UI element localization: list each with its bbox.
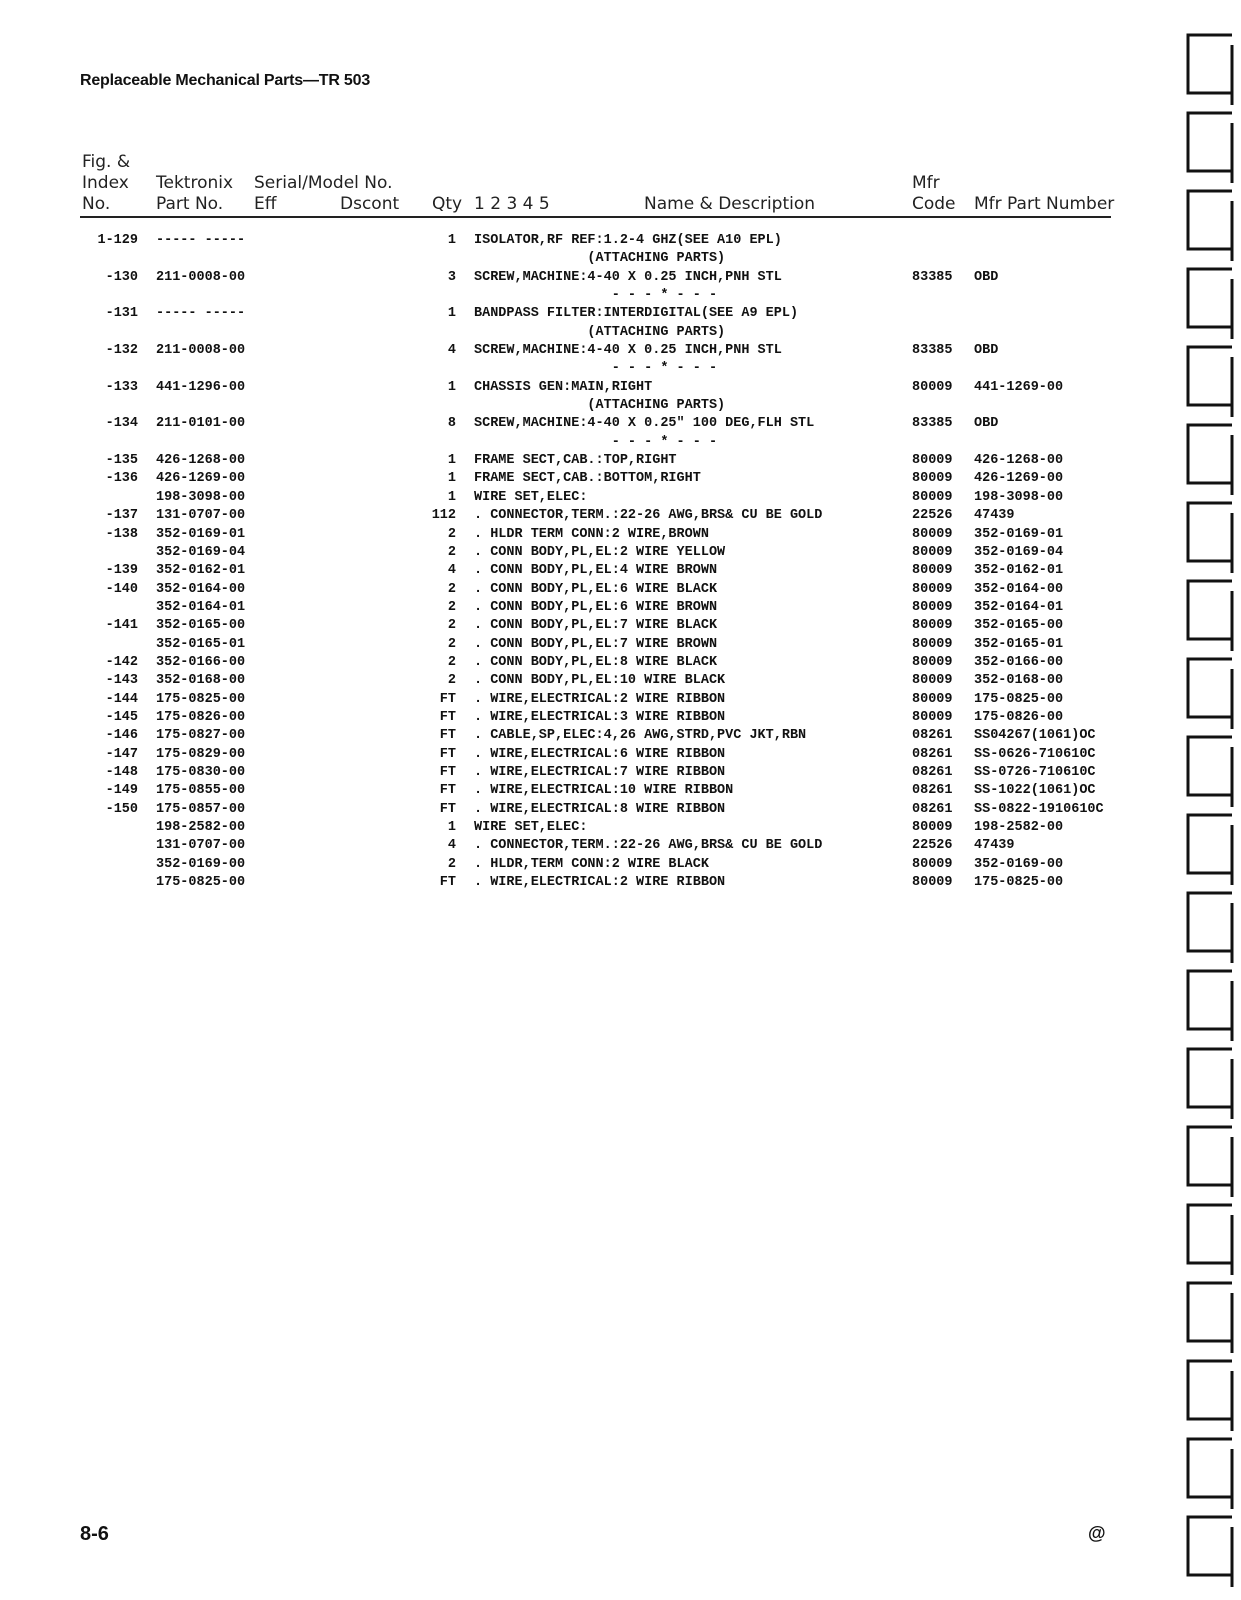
table-row <box>0 507 1241 525</box>
cell-part-number: 352-0168-00 <box>156 673 246 689</box>
cell-qty: 1 <box>447 379 456 395</box>
cell-description: - - - * - - - <box>474 288 718 304</box>
header-qty: Qty <box>432 194 463 214</box>
cell-index: -136 <box>105 471 138 487</box>
cell-description: SCREW,MACHINE:4-40 X 0.25" 100 DEG,FLH STL <box>474 416 815 432</box>
table-row <box>0 636 1241 654</box>
cell-part-number: ----- ----- <box>156 233 246 248</box>
header-eff: Eff <box>254 194 277 214</box>
cell-qty: FT <box>439 801 456 817</box>
binding-tabs-decoration <box>1180 20 1241 1600</box>
table-row <box>0 544 1241 562</box>
cell-mfr-code: 22526 <box>912 838 953 854</box>
cell-description: . WIRE,ELECTRICAL:8 WIRE RIBBON <box>474 801 726 817</box>
binding-tab <box>1188 1283 1232 1341</box>
cell-part-number: 175-0830-00 <box>156 764 246 780</box>
binding-tab <box>1188 971 1232 1029</box>
cell-qty: 3 <box>447 269 456 285</box>
cell-part-number: 211-0008-00 <box>156 343 246 359</box>
cell-part-number: 352-0166-00 <box>156 654 246 670</box>
table-row <box>0 801 1241 819</box>
cell-qty: 1 <box>447 471 456 487</box>
cell-qty: FT <box>439 875 456 891</box>
cell-mfr-part-number: 198-3098-00 <box>974 489 1064 505</box>
cell-mfr-code: 08261 <box>912 728 953 744</box>
cell-mfr-code: 80009 <box>912 709 953 725</box>
cell-mfr-code: 80009 <box>912 673 953 689</box>
cell-mfr-code: 80009 <box>912 563 953 579</box>
cell-qty: 2 <box>447 599 456 615</box>
cell-mfr-part-number: SS-0626-710610C <box>974 746 1096 762</box>
cell-part-number: 175-0825-00 <box>156 875 246 891</box>
table-row <box>0 874 1241 892</box>
cell-mfr-code: 83385 <box>912 269 953 285</box>
cell-part-number: 352-0169-04 <box>156 544 246 560</box>
binding-tab <box>1188 1361 1232 1419</box>
cell-description: . WIRE,ELECTRICAL:6 WIRE RIBBON <box>474 746 726 762</box>
table-row <box>0 324 1241 342</box>
cell-mfr-code: 80009 <box>912 636 953 652</box>
cell-mfr-code: 08261 <box>912 801 953 817</box>
cell-mfr-part-number: 47439 <box>974 838 1015 854</box>
binding-tab <box>1188 1049 1232 1107</box>
cell-qty: 2 <box>447 654 456 670</box>
binding-tab <box>1188 815 1232 873</box>
cell-description: . CONN BODY,PL,EL:7 WIRE BLACK <box>474 618 718 634</box>
table-row <box>0 434 1241 452</box>
cell-mfr-part-number: 352-0169-01 <box>974 526 1064 542</box>
cell-mfr-part-number: 352-0164-01 <box>974 599 1064 615</box>
cell-mfr-code: 80009 <box>912 691 953 707</box>
binding-tab <box>1188 581 1232 639</box>
cell-mfr-part-number: SS04267(1061)OC <box>974 728 1096 744</box>
cell-qty: FT <box>439 746 456 762</box>
cell-mfr-code: 08261 <box>912 783 953 799</box>
cell-qty: 2 <box>447 618 456 634</box>
cell-mfr-code: 80009 <box>912 599 953 615</box>
cell-description: SCREW,MACHINE:4-40 X 0.25 INCH,PNH STL <box>474 269 782 285</box>
cell-part-number: 426-1268-00 <box>156 453 246 469</box>
cell-index: -143 <box>105 673 138 689</box>
cell-part-number: 175-0857-00 <box>156 801 246 817</box>
table-row <box>0 452 1241 470</box>
cell-description: . WIRE,ELECTRICAL:2 WIRE RIBBON <box>474 875 726 891</box>
cell-index: -141 <box>105 618 138 634</box>
cell-mfr-code: 80009 <box>912 618 953 634</box>
table-row <box>0 415 1241 433</box>
cell-description: CHASSIS GEN:MAIN,RIGHT <box>474 379 653 395</box>
cell-part-number: 211-0008-00 <box>156 269 246 285</box>
page-title: Replaceable Mechanical Parts—TR 503 <box>80 72 371 89</box>
table-row <box>0 617 1241 635</box>
cell-index: -132 <box>105 343 138 359</box>
cell-part-number: 426-1269-00 <box>156 471 246 487</box>
binding-tab <box>1188 191 1232 249</box>
cell-mfr-code: 80009 <box>912 820 953 835</box>
cell-mfr-code: 80009 <box>912 544 953 560</box>
cell-mfr-code: 80009 <box>912 489 953 505</box>
cell-part-number: 352-0169-00 <box>156 856 246 872</box>
cell-qty: 2 <box>447 544 456 560</box>
cell-index: -148 <box>105 764 138 780</box>
cell-part-number: 198-2582-00 <box>156 820 246 835</box>
cell-qty: 2 <box>447 856 456 872</box>
cell-mfr-part-number: 175-0825-00 <box>974 691 1064 707</box>
cell-mfr-part-number: OBD <box>974 343 999 359</box>
cell-qty: 1 <box>447 489 456 505</box>
cell-description: . CONN BODY,PL,EL:10 WIRE BLACK <box>474 673 726 689</box>
cell-mfr-code: 80009 <box>912 526 953 542</box>
cell-qty: FT <box>439 709 456 725</box>
cell-mfr-code: 80009 <box>912 875 953 891</box>
table-row <box>0 489 1241 507</box>
cell-qty: 2 <box>447 636 456 652</box>
binding-tab <box>1188 113 1232 171</box>
cell-qty: FT <box>439 728 456 744</box>
cell-mfr-part-number: 441-1269-00 <box>974 379 1064 395</box>
cell-index: 1-129 <box>97 233 138 248</box>
header-serial: Serial/Model No. <box>254 173 393 193</box>
cell-description: . CONNECTOR,TERM.:22-26 AWG,BRS& CU BE GOLD <box>474 838 823 854</box>
binding-tab <box>1188 425 1232 483</box>
cell-description: . HLDR,TERM CONN:2 WIRE BLACK <box>474 856 709 872</box>
cell-mfr-part-number: OBD <box>974 416 999 432</box>
cell-part-number: 175-0825-00 <box>156 691 246 707</box>
binding-tab <box>1188 1517 1232 1575</box>
cell-mfr-part-number: 352-0165-00 <box>974 618 1064 634</box>
cell-index: -142 <box>105 654 138 670</box>
header-part-line1: Tektronix <box>156 173 234 193</box>
cell-part-number: 175-0855-00 <box>156 783 246 799</box>
table-row <box>0 581 1241 599</box>
cell-description: SCREW,MACHINE:4-40 X 0.25 INCH,PNH STL <box>474 343 782 359</box>
table-row <box>0 691 1241 709</box>
cell-mfr-code: 80009 <box>912 654 953 670</box>
table-row <box>0 305 1241 323</box>
cell-mfr-code: 22526 <box>912 508 953 524</box>
cell-qty: 1 <box>447 453 456 469</box>
cell-part-number: 352-0165-00 <box>156 618 246 634</box>
cell-description: . CONN BODY,PL,EL:4 WIRE BROWN <box>474 563 718 579</box>
table-row <box>0 269 1241 287</box>
header-fig-line3: No. <box>82 194 111 214</box>
binding-tab <box>1188 1127 1232 1185</box>
table-row <box>0 397 1241 415</box>
cell-mfr-part-number: 352-0168-00 <box>974 673 1064 689</box>
cell-mfr-part-number: 352-0169-00 <box>974 856 1064 872</box>
header-name-description: Name & Description <box>644 194 816 214</box>
cell-part-number: 175-0826-00 <box>156 709 246 725</box>
cell-description: WIRE SET,ELEC: <box>474 820 588 835</box>
cell-part-number: 131-0707-00 <box>156 838 246 854</box>
table-row <box>0 287 1241 305</box>
table-row <box>0 562 1241 580</box>
table-row <box>0 764 1241 782</box>
header-fig-line2: Index <box>82 173 129 193</box>
cell-description: (ATTACHING PARTS) <box>474 398 726 414</box>
cell-part-number: ----- ----- <box>156 306 246 322</box>
cell-qty: 2 <box>447 581 456 597</box>
cell-mfr-code: 80009 <box>912 453 953 469</box>
table-row <box>0 654 1241 672</box>
cell-qty: 1 <box>447 820 456 835</box>
cell-description: BANDPASS FILTER:INTERDIGITAL(SEE A9 EPL) <box>474 306 799 322</box>
cell-qty: 2 <box>447 673 456 689</box>
cell-part-number: 211-0101-00 <box>156 416 246 432</box>
cell-qty: 8 <box>447 416 456 432</box>
cell-index: -131 <box>105 306 138 322</box>
cell-part-number: 175-0829-00 <box>156 746 246 762</box>
cell-mfr-part-number: 426-1268-00 <box>974 453 1064 469</box>
cell-description: (ATTACHING PARTS) <box>474 324 726 340</box>
cell-mfr-part-number: 198-2582-00 <box>974 820 1064 835</box>
cell-mfr-part-number: 426-1269-00 <box>974 471 1064 487</box>
cell-mfr-part-number: 352-0162-01 <box>974 563 1064 579</box>
header-mfr-part-number: Mfr Part Number <box>974 194 1115 214</box>
header-dscont: Dscont <box>340 194 400 214</box>
cell-description: . CONN BODY,PL,EL:2 WIRE YELLOW <box>474 544 726 560</box>
cell-index: -130 <box>105 269 138 285</box>
cell-part-number: 131-0707-00 <box>156 508 246 524</box>
cell-description: . CONN BODY,PL,EL:8 WIRE BLACK <box>474 654 718 670</box>
binding-tab <box>1188 737 1232 795</box>
cell-index: -139 <box>105 563 138 579</box>
cell-qty: FT <box>439 764 456 780</box>
cell-description: . CABLE,SP,ELEC:4,26 AWG,STRD,PVC JKT,RBN <box>474 728 807 744</box>
cell-qty: 1 <box>447 233 456 248</box>
binding-tab <box>1188 503 1232 561</box>
header-rule <box>80 216 1111 218</box>
cell-mfr-part-number: OBD <box>974 269 999 285</box>
cell-description: . WIRE,ELECTRICAL:10 WIRE RIBBON <box>474 783 734 799</box>
cell-mfr-code: 80009 <box>912 379 953 395</box>
table-row <box>0 856 1241 874</box>
header-mfr-line1: Mfr <box>912 173 940 193</box>
cell-part-number: 198-3098-00 <box>156 489 246 505</box>
cell-mfr-part-number: SS-1022(1061)OC <box>974 783 1096 799</box>
header-part-line2: Part No. <box>156 194 224 214</box>
cell-part-number: 175-0827-00 <box>156 728 246 744</box>
cell-description: . CONN BODY,PL,EL:6 WIRE BLACK <box>474 581 718 597</box>
cell-part-number: 352-0162-01 <box>156 563 246 579</box>
cell-mfr-code: 80009 <box>912 471 953 487</box>
cell-mfr-part-number: 352-0169-04 <box>974 544 1064 560</box>
binding-tab <box>1188 269 1232 327</box>
cell-qty: FT <box>439 691 456 707</box>
binding-tab <box>1188 35 1232 93</box>
cell-index: -138 <box>105 526 138 542</box>
cell-qty: 1 <box>447 306 456 322</box>
table-row <box>0 709 1241 727</box>
cell-index: -137 <box>105 508 138 524</box>
cell-part-number: 441-1296-00 <box>156 379 246 395</box>
cell-mfr-part-number: 175-0825-00 <box>974 875 1064 891</box>
cell-description: FRAME SECT,CAB.:BOTTOM,RIGHT <box>474 471 701 487</box>
table-row <box>0 360 1241 378</box>
cell-mfr-part-number: 352-0165-01 <box>974 636 1064 652</box>
cell-qty: FT <box>439 783 456 799</box>
cell-qty: 4 <box>447 838 456 854</box>
table-row <box>0 342 1241 360</box>
cell-index: -140 <box>105 581 138 597</box>
footer-mark: @ <box>1088 1523 1106 1543</box>
cell-mfr-part-number: 352-0166-00 <box>974 654 1064 670</box>
table-row <box>0 470 1241 488</box>
table-row <box>0 599 1241 617</box>
cell-qty: 2 <box>447 526 456 542</box>
cell-index: -133 <box>105 379 138 395</box>
cell-part-number: 352-0165-01 <box>156 636 246 652</box>
table-row <box>0 672 1241 690</box>
cell-index: -145 <box>105 709 138 725</box>
binding-tab <box>1188 347 1232 405</box>
parts-table <box>0 232 1241 892</box>
cell-description: FRAME SECT,CAB.:TOP,RIGHT <box>474 453 677 469</box>
cell-qty: 4 <box>447 563 456 579</box>
table-row <box>0 727 1241 745</box>
cell-index: -146 <box>105 728 138 744</box>
cell-description: . HLDR TERM CONN:2 WIRE,BROWN <box>474 526 709 542</box>
cell-mfr-part-number: 175-0826-00 <box>974 709 1064 725</box>
cell-mfr-code: 08261 <box>912 764 953 780</box>
cell-index: -135 <box>105 453 138 469</box>
cell-mfr-part-number: SS-0822-1910610C <box>974 801 1104 817</box>
table-row <box>0 782 1241 800</box>
cell-part-number: 352-0164-00 <box>156 581 246 597</box>
header-mfr-line2: Code <box>912 194 956 214</box>
cell-description: (ATTACHING PARTS) <box>474 251 726 267</box>
cell-index: -150 <box>105 801 138 817</box>
cell-index: -134 <box>105 416 138 432</box>
cell-mfr-code: 80009 <box>912 856 953 872</box>
table-row <box>0 819 1241 837</box>
table-row <box>0 232 1241 250</box>
cell-mfr-code: 80009 <box>912 581 953 597</box>
cell-description: - - - * - - - <box>474 361 718 377</box>
cell-description: . CONNECTOR,TERM.:22-26 AWG,BRS& CU BE GOLD <box>474 508 823 524</box>
cell-description: . WIRE,ELECTRICAL:2 WIRE RIBBON <box>474 691 726 707</box>
header-fig-line1: Fig. & <box>82 152 131 172</box>
binding-tab <box>1188 1205 1232 1263</box>
cell-description: ISOLATOR,RF REF:1.2-4 GHZ(SEE A10 EPL) <box>474 233 782 248</box>
table-row <box>0 250 1241 268</box>
cell-description: . WIRE,ELECTRICAL:7 WIRE RIBBON <box>474 764 726 780</box>
binding-tab <box>1188 659 1232 717</box>
cell-index: -149 <box>105 783 138 799</box>
cell-part-number: 352-0164-01 <box>156 599 246 615</box>
cell-mfr-code: 83385 <box>912 343 953 359</box>
cell-qty: 112 <box>431 508 456 524</box>
cell-description: - - - * - - - <box>474 434 718 450</box>
cell-description: . CONN BODY,PL,EL:6 WIRE BROWN <box>474 599 718 615</box>
cell-mfr-part-number: 352-0164-00 <box>974 581 1064 597</box>
binding-tab <box>1188 893 1232 951</box>
cell-mfr-part-number: 47439 <box>974 508 1015 524</box>
cell-index: -144 <box>105 691 138 707</box>
table-row <box>0 746 1241 764</box>
cell-mfr-code: 83385 <box>912 416 953 432</box>
cell-mfr-part-number: SS-0726-710610C <box>974 764 1096 780</box>
cell-part-number: 352-0169-01 <box>156 526 246 542</box>
cell-description: WIRE SET,ELEC: <box>474 489 588 505</box>
binding-tab <box>1188 1439 1232 1497</box>
header-levels: 1 2 3 4 5 <box>474 194 550 214</box>
cell-description: . CONN BODY,PL,EL:7 WIRE BROWN <box>474 636 718 652</box>
cell-mfr-code: 08261 <box>912 746 953 762</box>
table-row <box>0 837 1241 855</box>
cell-index: -147 <box>105 746 138 762</box>
cell-description: . WIRE,ELECTRICAL:3 WIRE RIBBON <box>474 709 726 725</box>
page-number: 8-6 <box>80 1523 109 1545</box>
cell-qty: 4 <box>447 343 456 359</box>
table-row <box>0 379 1241 397</box>
table-row <box>0 526 1241 544</box>
